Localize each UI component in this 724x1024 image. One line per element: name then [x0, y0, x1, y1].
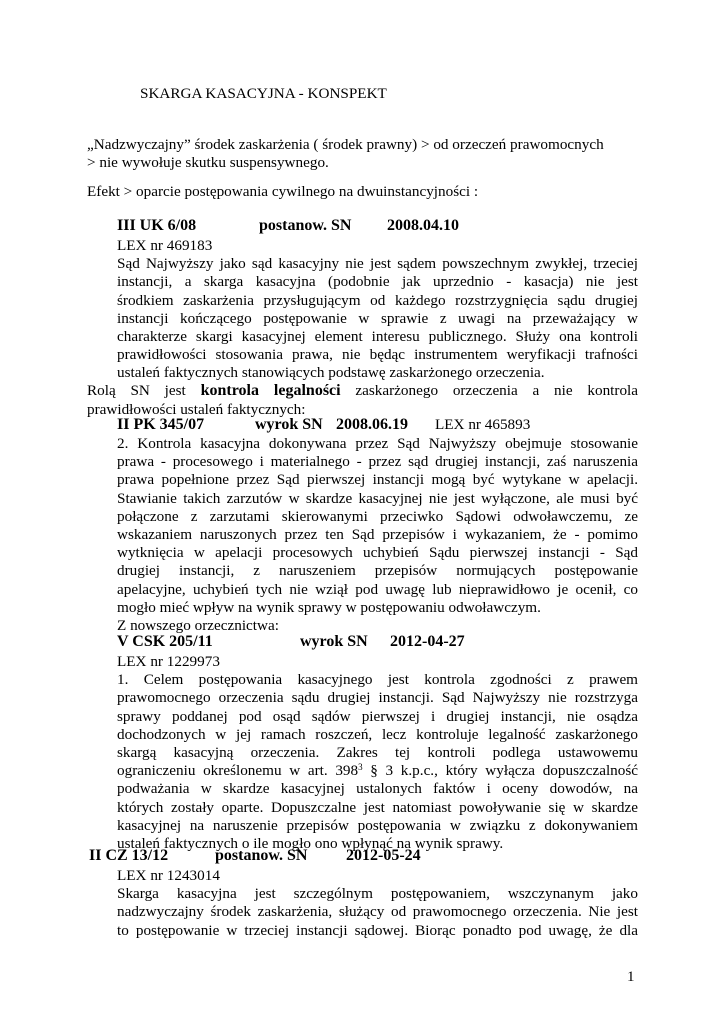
- case-3-line: ustaleń faktycznych o ile mogło ono wpłynąć na wynik sprawy.: [117, 834, 504, 852]
- case-4-heading: [89, 847, 638, 867]
- case-1-line: instancji, a skarga kasacyjna (podobnie jak uprzednio - kasacja) nie jest: [117, 273, 638, 291]
- case-4-body: [89, 867, 638, 940]
- case-3-line: 1. Celem postępowania kasacyjnego jest kontrola zgodności z prawem: [117, 671, 638, 689]
- case-3-heading: [117, 633, 638, 653]
- case-1-line: instancji kończącego postępowanie w sprawie z uwagi na przeważający w: [117, 309, 638, 327]
- role-paragraph: [87, 382, 638, 419]
- page-number: 1: [627, 969, 635, 985]
- case-1-line: ustaleń faktycznych stanowiących podstawę zaskarżonego orzeczenia.: [117, 364, 545, 382]
- newer-heading-text: Z nowszego orzecznictwa:: [117, 617, 279, 634]
- document-title: SKARGA KASACYJNA - KONSPEKT: [140, 85, 387, 102]
- case-3-line-art: [117, 762, 638, 780]
- case-3-line: dochodzonych w jej ramach roszczeń, lecz kontroluje legalność zaskarżonego: [117, 725, 638, 743]
- case-2-line: prawa - procesowego i materialnego - przez sąd drugiej instancji, zaś naruszenia: [117, 453, 638, 471]
- case-2-line: Stawianie takich zarzutów w skardze kasacyjnej nie jest wyłączone, ale musi być: [117, 489, 638, 507]
- case-2-heading: [117, 416, 638, 435]
- case-1-lex: LEX nr 469183: [117, 237, 213, 254]
- case-3-line: podważania w skardze kasacyjnej ustalonych faktów i oceny dowodów, na: [117, 780, 638, 798]
- case-3-line: kasacyjnej na naruszenie przepisów postępowania w związku z dokonywaniem: [117, 816, 638, 834]
- intro-line-1: „Nadzwyczajny” środek zaskarżenia ( środek prawny) > od orzeczeń prawomocnych: [87, 136, 604, 153]
- case-2-line: wskazaniem naruszonych przez ten Sąd przepisów i wykazaniem, że - pomimo: [117, 525, 638, 543]
- case-4-lex: LEX nr 1243014: [117, 867, 220, 884]
- case-2-line: prawa popełnione przez Sąd pierwszej instancji mogą być wytykane w apelacji.: [117, 471, 638, 489]
- case-2-line: 2. Kontrola kasacyjna dokonywana przez Sąd Najwyższy obejmuje stosowanie: [117, 435, 638, 452]
- case-3-date: 2012-04-27: [390, 633, 465, 650]
- case-4-line: nadzwyczajny środek zaskarżenia, służący od prawomocnego orzeczenia. Nie jest: [117, 903, 638, 921]
- case-1-heading: [117, 217, 638, 237]
- case-2-line: mogło mieć wpływ na wynik sprawy w postępowaniu odwoławczym.: [117, 598, 541, 616]
- case-2-line: drugiej instancji, z naruszeniem przepisów normujących postępowanie: [117, 562, 638, 580]
- case-1-type: postanow. SN: [259, 217, 352, 234]
- role-line-2: prawidłowości ustaleń faktycznych:: [87, 401, 306, 418]
- intro-paragraph: [87, 136, 638, 172]
- effect-paragraph: [87, 183, 638, 201]
- art-pre: ograniczeniu określonemu w art. 398: [117, 762, 359, 780]
- case-1-line: Sąd Najwyższy jako sąd kasacyjny nie jest sądem powszechnym zwykłej, trzeciej: [117, 255, 638, 273]
- case-1-line: charakterze skargi kasacyjnej element interesu publicznego. Służy ona kontroli: [117, 327, 638, 345]
- case-1-signature: III UK 6/08: [117, 217, 197, 234]
- role-line-1: [87, 382, 638, 401]
- case-3-type: wyrok SN: [300, 633, 368, 650]
- case-2-line: wytknięcia w apelacji procesowych uchybień Sądu pierwszej instancji - Sąd: [117, 544, 638, 562]
- case-1: [117, 217, 638, 383]
- case-3-lex: LEX nr 1229973: [117, 653, 220, 670]
- art-post: § 3 k.p.c., który wyłącza dopuszczalność: [362, 762, 638, 780]
- case-4-date: 2012-05-24: [346, 847, 421, 864]
- case-4-line: to postępowanie w trzeciej instancji sądowej. Biorąc ponadto pod uwagę, że dla: [117, 921, 638, 939]
- case-4-signature: II CZ 13/12: [89, 847, 169, 864]
- case-2-signature: II PK 345/07: [117, 416, 205, 433]
- role-bold: kontrola legalności: [200, 382, 341, 399]
- case-3-line: których zostały oparte. Dopuszczalne jest natomiast powoływanie się w skardze: [117, 798, 638, 816]
- case-2-type: wyrok SN: [255, 416, 323, 433]
- case-3-signature: V CSK 205/11: [117, 633, 213, 650]
- case-3-line: sprawy poddanej pod osąd sądów pierwszej i drugiej instancji, nie osądza: [117, 707, 638, 725]
- case-3: [117, 633, 638, 853]
- intro-line-2: > nie wywołuje skutku suspensywnego.: [87, 154, 329, 172]
- case-1-date: 2008.04.10: [387, 217, 459, 234]
- case-3-line: skargą kasacyjną orzeczenia. Zakres tej kontroli podlega ustawowemu: [117, 743, 638, 761]
- case-4-type: postanow. SN: [215, 847, 308, 864]
- case-2: [117, 416, 638, 617]
- case-4-line: Skarga kasacyjna jest szczególnym postępowaniem, wszczynanym jako: [117, 885, 638, 903]
- case-4: [89, 847, 638, 940]
- role-post: zaskarżonego orzeczenia a nie kontrola: [340, 382, 638, 399]
- case-2-line: apelacyjne, uchybień tych nie wziął pod uwagę lub nieprawidłowo je ocenił, co: [117, 580, 638, 598]
- case-2-date: 2008.06.19: [336, 416, 408, 433]
- art-superscript: 3: [358, 762, 363, 773]
- role-pre: Rolą SN jest: [87, 382, 201, 399]
- case-2-lex: LEX nr 465893: [435, 416, 531, 433]
- case-2-line: połączone z zarzutami skierowanymi przeciwko Sądowi odwoławczemu, ze: [117, 507, 638, 525]
- effect-text: Efekt > oparcie postępowania cywilnego na dwuinstancyjności :: [87, 183, 479, 200]
- case-3-line: prawomocnego orzeczenia sądu drugiej instancji. Sąd Najwyższy nie rozstrzyga: [117, 689, 638, 707]
- case-1-line: prawidłowości stosowania prawa, nie będąc instrumentem weryfikacji trafności: [117, 346, 638, 364]
- case-1-line: środkiem zaskarżenia przysługującym od każdego rozstrzygnięcia sądu drugiej: [117, 291, 638, 309]
